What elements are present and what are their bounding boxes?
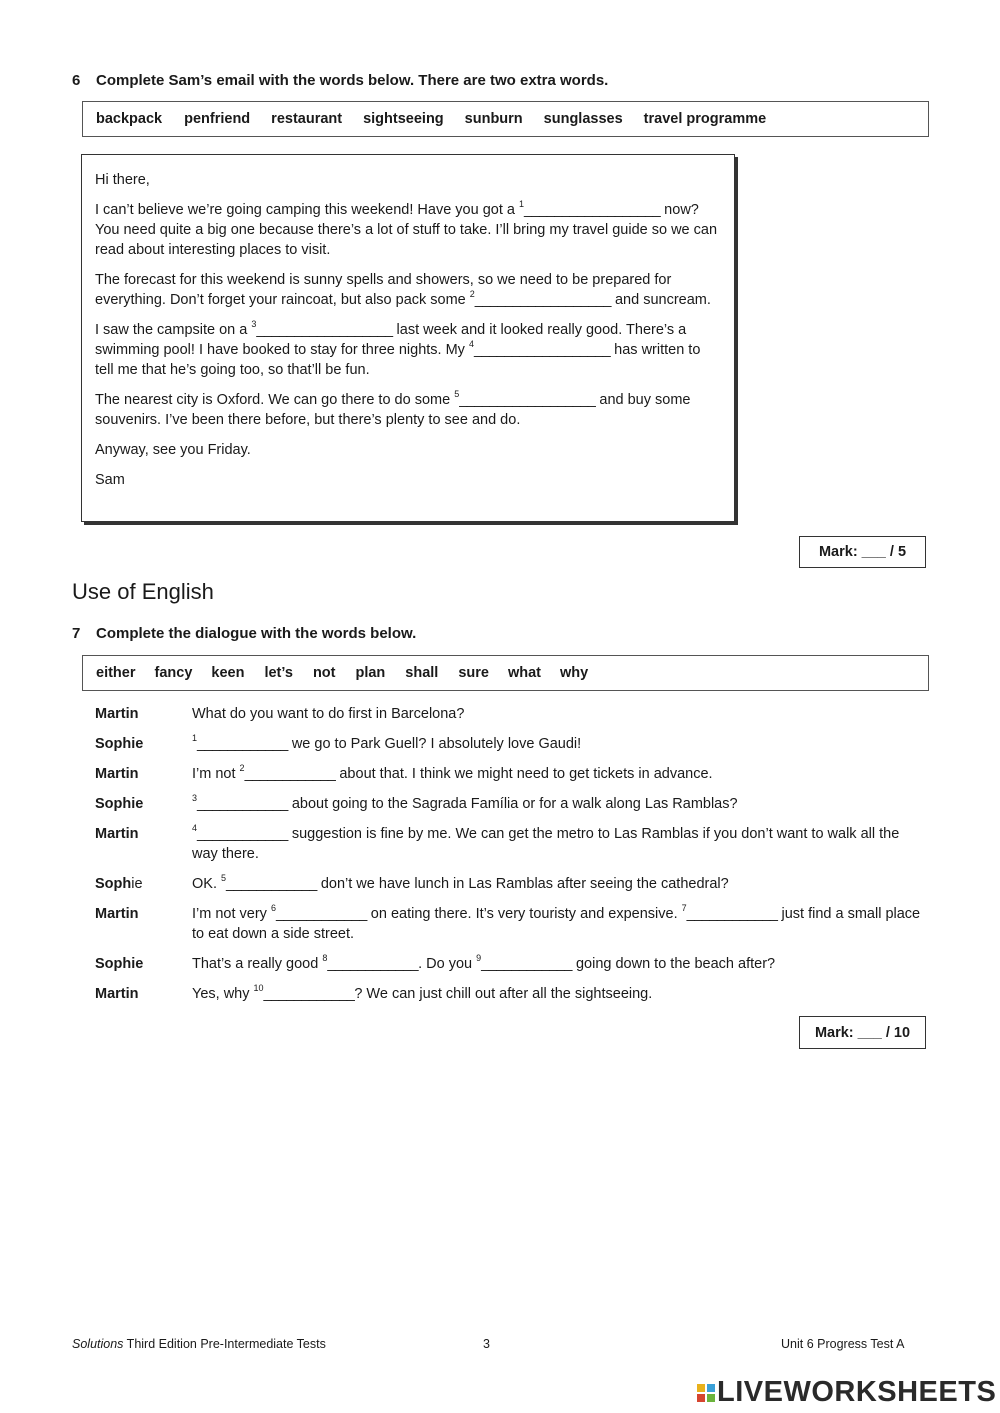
- answer-blank[interactable]: ____________: [197, 796, 288, 812]
- dialogue-text: I’m not $^2$____________ about that. I think we might need to get tickets in advance.: [192, 763, 713, 782]
- answer-blank[interactable]: ____________: [481, 956, 572, 972]
- q7-instruction: Complete the dialogue with the words below.: [96, 625, 417, 642]
- logo-text: LIVEWORKSHEETS: [717, 1376, 997, 1408]
- speaker-name: Martin: [95, 906, 139, 922]
- dialogue-text: What do you want to do first in Barcelona?: [192, 706, 465, 722]
- q6-word: sunburn: [464, 111, 523, 127]
- section-title: Use of English: [72, 579, 214, 604]
- answer-blank[interactable]: ____________: [275, 906, 367, 922]
- q6-word-box: [82, 101, 929, 137]
- q7-word-box: [82, 655, 929, 691]
- email-paragraph-4: The nearest city is Oxford. We can go there to do some $^5$__________________ and buy some souvenirs. I’ve been there before, but there’s plenty to see and do.: [95, 389, 691, 428]
- dialogue-text: $^1$____________ we go to Park Guell? I absolutely love Gaudi!: [192, 733, 582, 752]
- answer-blank[interactable]: ____________: [197, 826, 288, 842]
- answer-blank[interactable]: __________________: [459, 392, 596, 408]
- email-box: [81, 154, 735, 522]
- q6-word: restaurant: [271, 111, 343, 127]
- speaker-name: Martin: [95, 766, 139, 782]
- answer-blank[interactable]: ____________: [263, 986, 355, 1002]
- q7-word: plan: [355, 665, 386, 681]
- q6-word: sightseeing: [363, 111, 444, 127]
- answer-blank[interactable]: __________________: [524, 202, 661, 218]
- dialogue-text: $^4$____________ suggestion is fine by me. We can get the metro to Las Ramblas if you don’t want to walk all the way there.: [192, 823, 900, 862]
- dialogue-text: Yes, why $^{10}$____________? We can just chill out after all the sightseeing.: [192, 983, 653, 1002]
- q6-number: 6: [72, 72, 81, 89]
- footer-book-title: Solutions Third Edition Pre-Intermediate Tests: [72, 1337, 326, 1351]
- email-closing: Anyway, see you Friday.: [95, 442, 251, 458]
- speaker-name: Martin: [95, 706, 139, 722]
- dialogue-text: I’m not very $^6$____________ on eating there. It’s very touristy and expensive. $^7$____________ just find a small place to eat down a side street.: [192, 903, 921, 942]
- footer-page-number: 3: [483, 1337, 490, 1351]
- dialogue-text: OK. $^5$____________ don’t we have lunch in Las Ramblas after seeing the cathedral?: [192, 873, 729, 892]
- email-paragraph-2: The forecast for this weekend is sunny spells and showers, so we need to be prepared for everything. Don’t forget your raincoat, but also pack some $^2$__________________ and suncream.: [95, 272, 711, 308]
- q7-word: either: [96, 665, 136, 681]
- q6-mark-box: Mark: ___ / 5: [799, 536, 926, 568]
- q7-word: what: [507, 665, 542, 681]
- answer-blank[interactable]: ____________: [327, 956, 419, 972]
- q6-title: [72, 72, 608, 89]
- logo-icon: [697, 1384, 715, 1402]
- speaker-name: Martin: [95, 826, 139, 842]
- q6-word: penfriend: [184, 111, 251, 127]
- q7-word: keen: [211, 665, 245, 681]
- dialogue-text: That’s a really good $^8$____________. Do you $^9$____________ going down to the beach after?: [192, 953, 776, 972]
- speaker-name: Sophie: [95, 956, 144, 972]
- answer-blank[interactable]: ____________: [244, 766, 336, 782]
- q6-word: backpack: [96, 111, 163, 127]
- q7-word: let’s: [264, 665, 293, 681]
- q6-instruction: Complete Sam’s email with the words below. There are two extra words.: [96, 72, 609, 89]
- speaker-name: Sophie: [95, 736, 144, 752]
- q7-number: 7: [72, 625, 81, 642]
- q6-word: travel programme: [643, 111, 767, 127]
- q6-word: sunglasses: [543, 111, 623, 127]
- speaker-name: Sophie: [95, 876, 143, 892]
- liveworksheets-logo: [697, 1376, 996, 1409]
- answer-blank[interactable]: __________________: [256, 322, 393, 338]
- email-signature: Sam: [95, 472, 125, 488]
- q7-mark-box: Mark: ___ / 10: [799, 1016, 926, 1049]
- answer-blank[interactable]: __________________: [473, 342, 611, 358]
- q7-word: not: [312, 665, 336, 681]
- email-greeting: Hi there,: [95, 172, 150, 188]
- q7-title: [72, 625, 416, 642]
- speaker-name: Sophie: [95, 796, 144, 812]
- q7-word: shall: [405, 665, 439, 681]
- email-paragraph-1: I can’t believe we’re going camping this weekend! Have you got a $^1$__________________ now? You need quite a big one because there’s a lot of stuff to take. I’ll bring my travel guide so we can read about interesting places to visit.: [95, 199, 718, 258]
- speaker-name: Martin: [95, 986, 139, 1002]
- dialogue-text: $^3$____________ about going to the Sagrada Família or for a walk along Las Ramblas?: [192, 793, 738, 812]
- answer-blank[interactable]: ____________: [226, 876, 317, 892]
- footer-unit-label: Unit 6 Progress Test A: [781, 1337, 905, 1351]
- answer-blank[interactable]: ____________: [197, 736, 288, 752]
- q7-word: sure: [458, 665, 489, 681]
- q7-word: why: [560, 665, 589, 681]
- email-paragraph-3: I saw the campsite on a $^3$__________________ last week and it looked really good. There’s a swimming pool! I have booked to stay for three nights. My $^4$__________________ has written to tell me that he’s going too, so that’ll be fun.: [95, 319, 701, 378]
- q7-word: fancy: [154, 665, 193, 681]
- answer-blank[interactable]: ____________: [686, 906, 778, 922]
- answer-blank[interactable]: __________________: [474, 292, 611, 308]
